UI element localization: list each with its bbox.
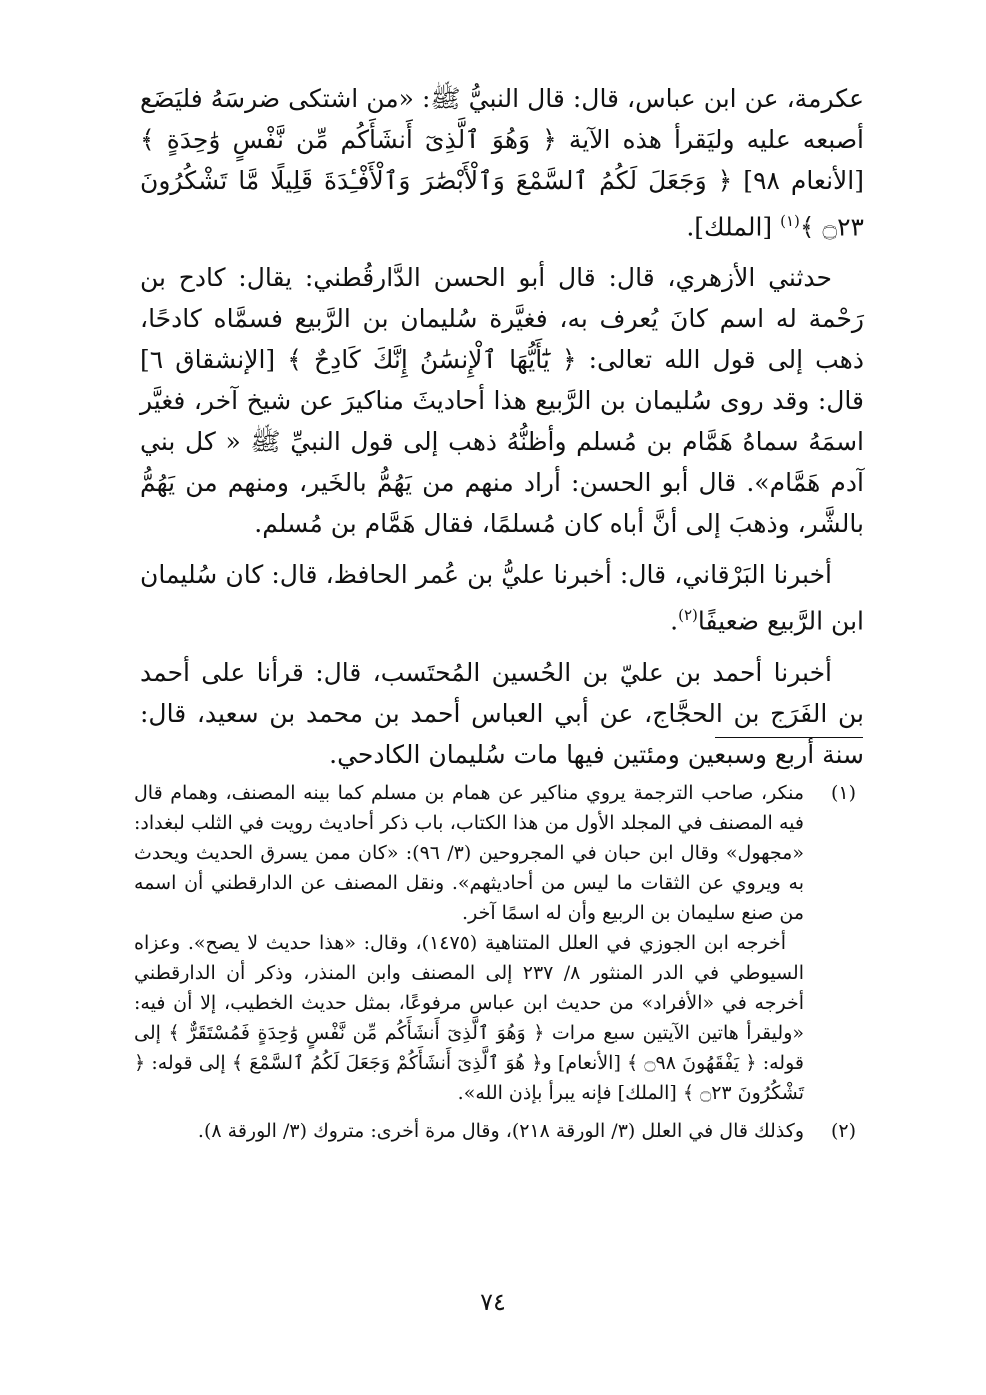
footnote-2-number: (٢) — [830, 1120, 856, 1142]
page-number: ٧٤ — [480, 1288, 506, 1316]
paragraph-1-tail: [الملك]. — [686, 212, 781, 242]
footnote-1-para-2: أخرجه ابن الجوزي في العلل المتناهية (١٤٧٥)، وقال: «هذا حديث لا يصح». وعزاه السيوطي في الدر المنثور ٨/ ٢٣٧ إلى المصنف وابن المنذر، وذكر أن الدارقطني أخرجه في «الأفراد» من حديث ابن عباس مرفوعًا، بمثل حديث الخطيب، إلا أن فيه: «وليقرأ هاتين الآيتين سبع مرات ﴿ وَهُوَ ٱلَّذِىٓ أَنشَأَكُم مِّن نَّفْسٍ وَٰحِدَةٍ فَمُسْتَقَرٌّ ﴾ إلى قوله: ﴿ يَفْقَهُونَ ۝٩٨ ﴾ [الأنعام] و﴿ هُوَ ٱلَّذِىٓ أَنشَأَكُمْ وَجَعَلَ لَكُمُ ٱلسَّمْعَ ﴾ إلى قوله: ﴿ تَشْكُرُونَ ۝٢٣ ﴾ [الملك] فإنه يبرأ بإذن الله». — [134, 932, 804, 1104]
footnote-1-body — [134, 778, 804, 1108]
paragraph-1-text: عكرمة، عن ابن عباس، قال: قال النبيُّ ﷺ: «من اشتكى ضرسَهُ فليَضَع أصبعه عليه وليَقرأ هذه الآية ﴿ وَهُوَ ٱلَّذِىٓ أَنشَأَكُم مِّن نَّفْسٍ وَٰحِدَةٍ ﴾ [الأنعام ٩٨] ﴿ وَجَعَلَ لَكُمُ ٱلسَّمْعَ وَٱلْأَبْصَٰرَ وَٱلْأَفْـِٔدَةَ قَلِيلًا مَّا تَشْكُرُونَ ۝٢٣ ﴾ — [140, 84, 864, 242]
footnote-2-body — [134, 1116, 804, 1146]
footnote-1-number: (١) — [830, 782, 856, 804]
paragraph-4: أخبرنا أحمد بن عليّ بن الحُسين المُحتَسب، قال: قرأنا على أحمد بن الفَرَج بن الحجَّاج، عن أبي العباس أحمد بن محمد بن سعيد، قال: سنة أربع وسبعين ومئتين فيها مات سُليمان الكادحي. — [140, 657, 864, 769]
footnote-ref-2: (٢) — [678, 606, 698, 625]
footnote-2 — [134, 1116, 856, 1146]
paragraph-2: حدثني الأزهري، قال: قال أبو الحسن الدَّارقُطني: يقال: كادح بن رَحْمة له اسم كانَ يُعرف به، فغيَّرة سُليمان بن الرَّبيع فسمَّاه كادحًا، ذهب إلى قول الله تعالى: ﴿ يَٰٓأَيُّهَا ٱلْإِنسَٰنُ إِنَّكَ كَادِحٌ ﴾ [الإنشقاق ٦] قال: وقد روى سُليمان بن الرَّبيع هذا أحاديثَ مناكيرَ عن شيخ آخر، فغيَّر اسمَهُ سماهُ هَمَّام بن مُسلم وأظنُّهُ ذهب إلى قول النبيِّ ﷺ « كل بني آدم هَمَّام». قال أبو الحسن: أراد منهم من يَهُمُّ بالخَير، ومنهم من يَهُمُّ بالشَّر، وذهبَ إلى أنَّ أباه كان مُسلمًا، فقال هَمَّام بن مُسلم. — [140, 263, 864, 539]
main-text — [140, 78, 864, 785]
footnote-1-para-1: منكر، صاحب الترجمة يروي مناكير عن همام بن مسلم كما بينه المصنف، وهمام قال فيه المصنف في المجلد الأول من هذا الكتاب، باب ذكر أحاديث رويت في الثلب لبغداد: «مجهول» وقال ابن حبان في المجروحين (٣/ ٩٦): «كان ممن يسرق الحديث ويحدث به ويروي عن الثقات ما ليس من أحاديثهم». ونقل المصنف عن الدارقطني أن اسمه من صنع سليمان بن الربيع وأن له اسمًا آخر. — [134, 782, 804, 924]
footnote-separator — [715, 737, 863, 738]
footnotes — [134, 778, 856, 1154]
footnote-ref-1: (١) — [780, 212, 800, 230]
paragraph-3-text: أخبرنا البَرْقاني، قال: أخبرنا عليُّ بن عُمر الحافظ، قال: كان سُليمان ابن الرَّبيع ضعيفًا — [140, 560, 864, 636]
footnote-1 — [134, 778, 856, 1108]
paragraph-3-tail: . — [670, 606, 679, 636]
footnote-2-para-1: وكذلك قال في العلل (٣/ الورقة ٢١٨)، وقال مرة أخرى: متروك (٣/ الورقة ٨). — [197, 1120, 804, 1142]
paragraph-1 — [140, 78, 864, 247]
paragraph-3 — [140, 554, 864, 641]
